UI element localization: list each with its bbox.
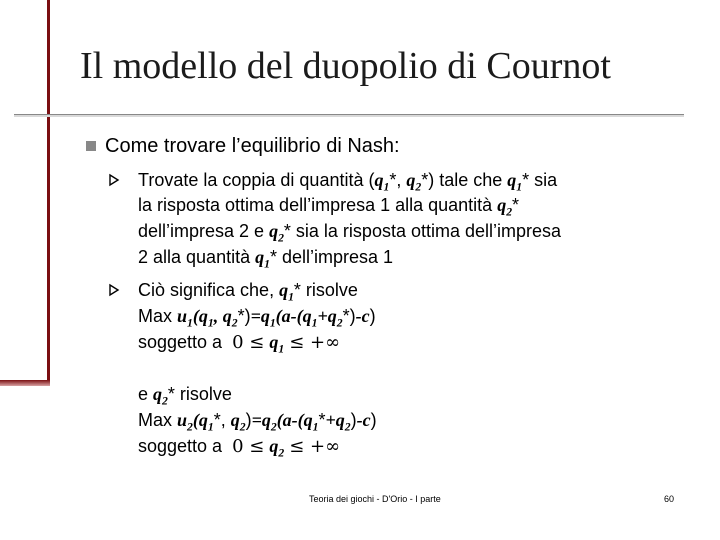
- footer-text: Teoria dei giochi - D'Orio - I parte: [309, 494, 441, 504]
- item-1-line-3: dell’impresa 2 e $q_2*$ sia la risposta ottima dell’impresa: [138, 221, 562, 245]
- item-2-line-2: Max $u_1(q_1$, $q_2*)=q_1(a-(q_1+q_2*)-c)$: [138, 306, 376, 330]
- continuation-line-2: Max $u_2(q_1*$, $q_2)=q_2(a-(q_1*+q_2)-c)$: [138, 410, 377, 434]
- title-rule: [14, 114, 684, 117]
- page-number: 60: [664, 494, 675, 504]
- square-bullet-icon: [86, 141, 96, 151]
- item-2-line-3: soggetto a $0 \le q_1$ ≤ +∞: [138, 332, 341, 356]
- side-bar-shadow: [0, 380, 50, 386]
- slide-title: Il modello del duopolio di Cournot: [80, 45, 611, 87]
- continuation-line-1: e $q_2*$ risolve: [138, 384, 232, 408]
- item-1-line-2: la risposta ottima dell’impresa 1 alla quantità $q_2*$: [138, 195, 520, 219]
- item-1-line-1: Trovate la coppia di quantità ($q_1*$, $q_2*$) tale che $q_1*$ sia: [138, 170, 558, 194]
- continuation-line-3: soggetto a $0 \le q_2$ ≤ +∞: [138, 436, 341, 460]
- main-bullet-text: Come trovare l’equilibrio di Nash:: [105, 135, 400, 157]
- item-1-line-4: 2 alla quantità $q_1*$ dell’impresa 1: [138, 247, 393, 271]
- main-bullet: [86, 134, 400, 158]
- decorative-side-bar: [0, 0, 50, 384]
- arrowhead-bullet-icon: [108, 277, 120, 303]
- arrowhead-bullet-icon: [108, 167, 120, 193]
- item-2-line-1: Ciò significa che, $q_1*$ risolve: [138, 280, 358, 304]
